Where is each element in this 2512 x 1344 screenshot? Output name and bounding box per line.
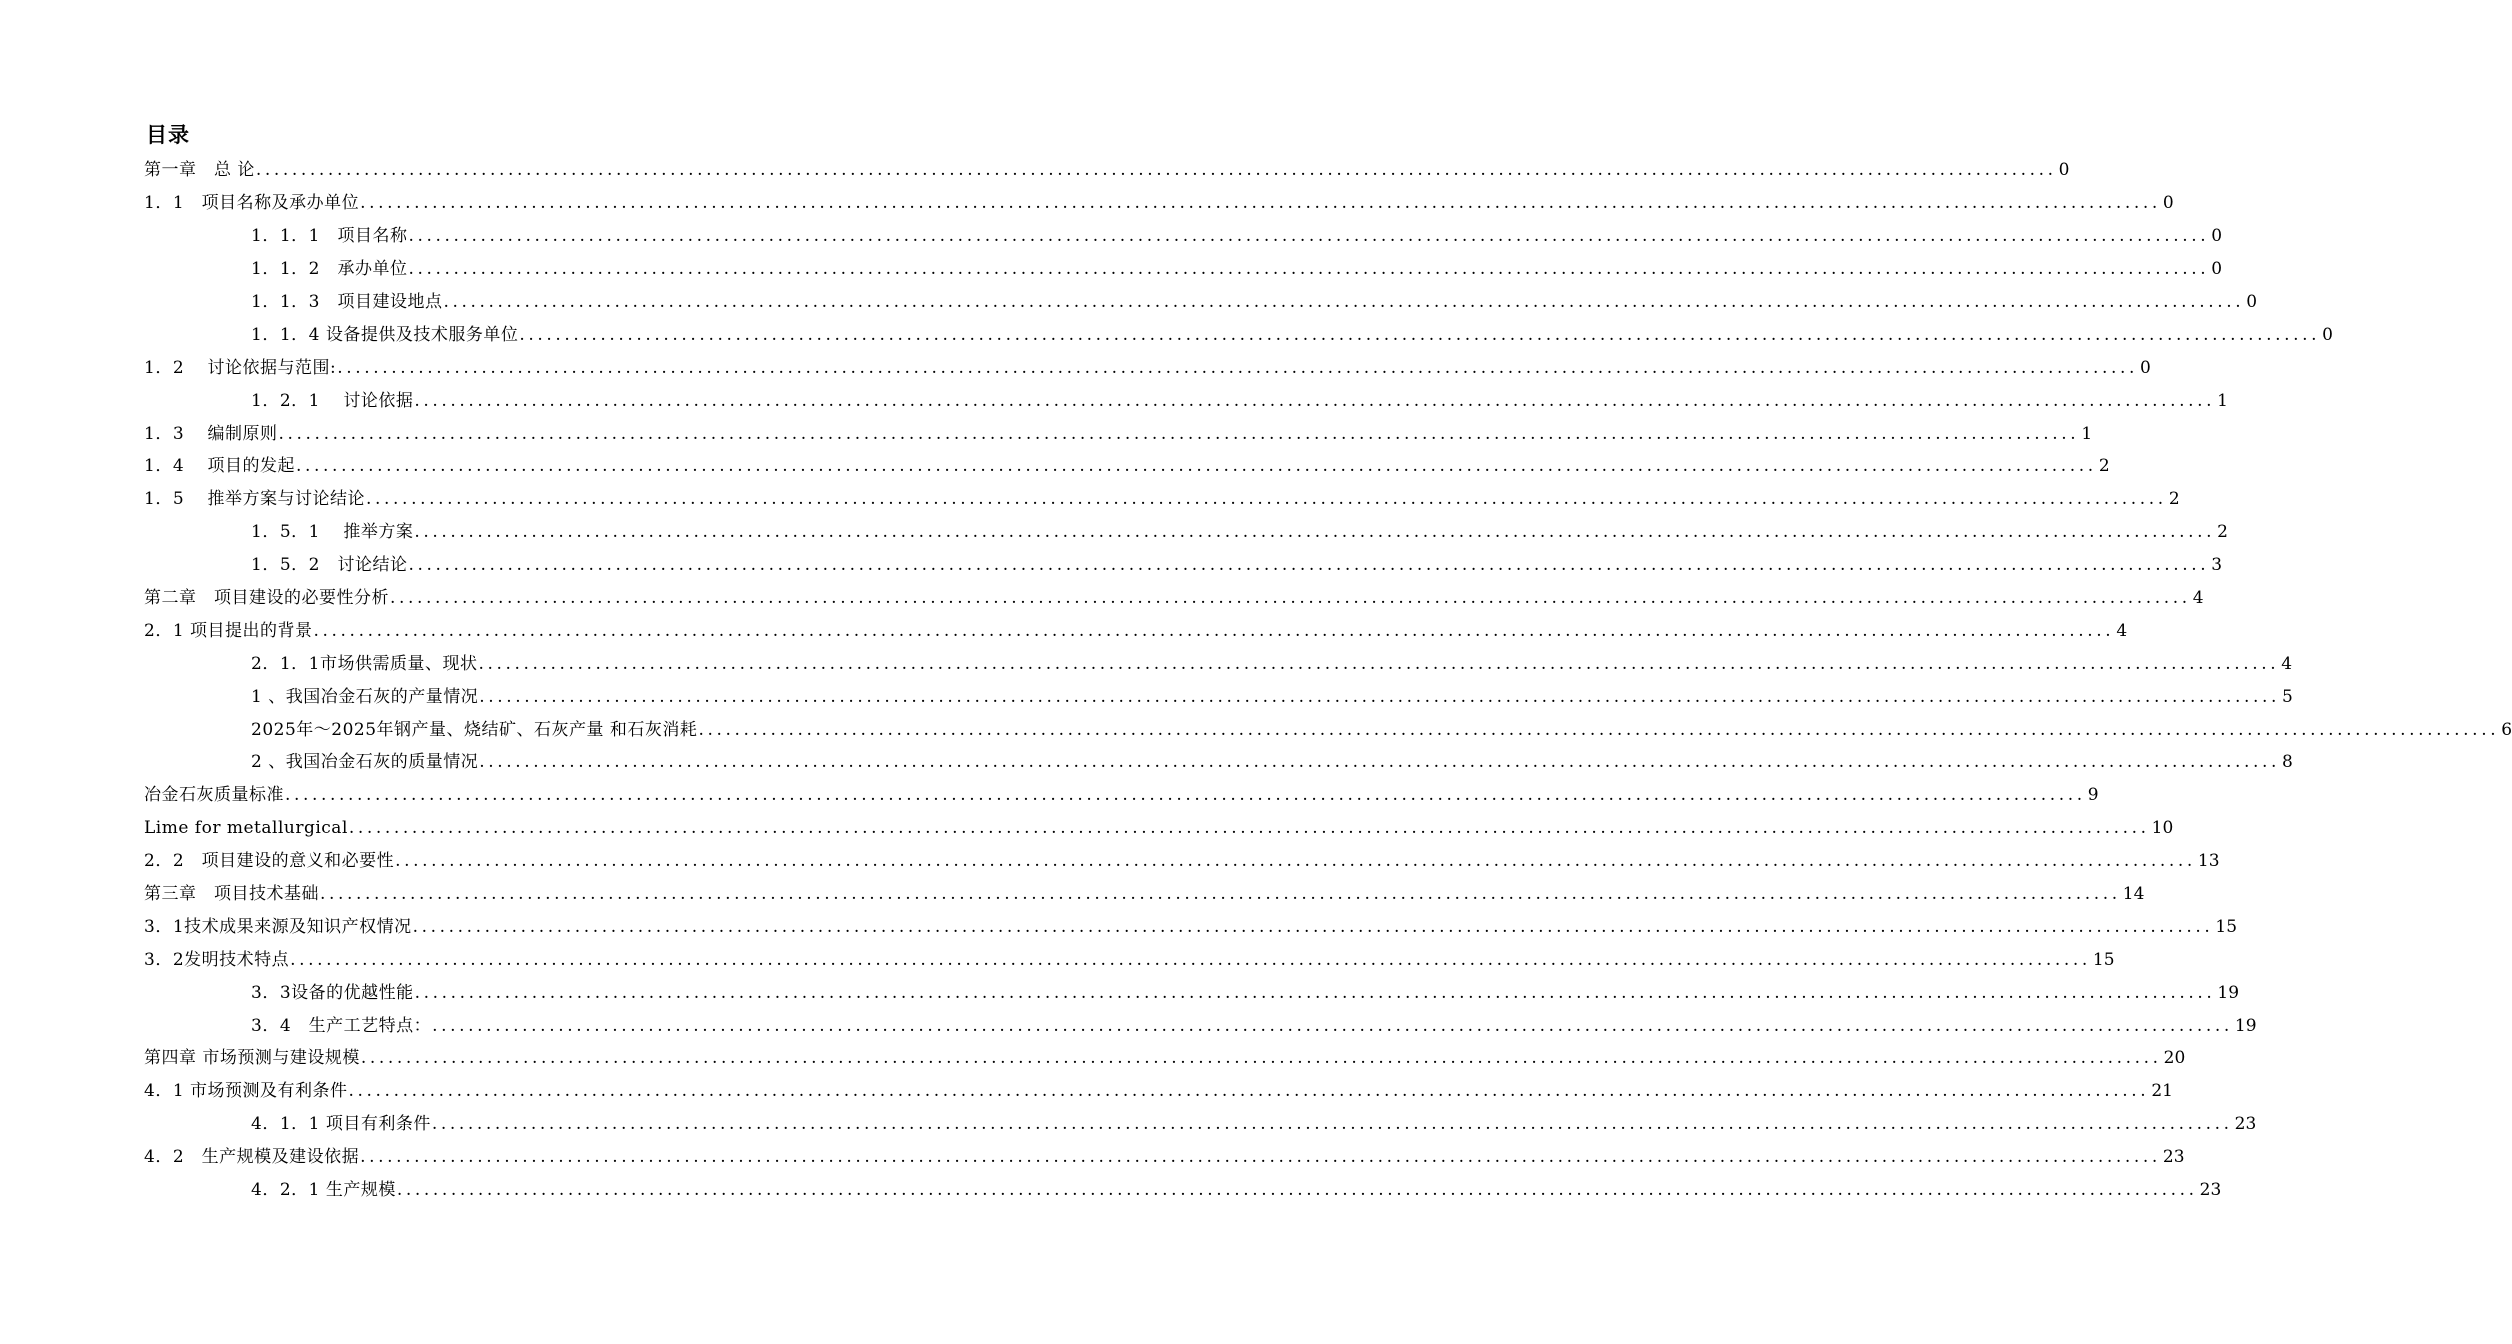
toc-entry-page-number: 4: [2192, 588, 2204, 609]
toc-entry-row: [144, 818, 2174, 839]
toc-dot-leader: ........................................................................................................................................................................................................: [479, 752, 2280, 773]
toc-dot-leader: ........................................................................................................................................................................................................: [366, 489, 2167, 510]
toc-entry[interactable]: [0, 516, 2228, 549]
toc-entry-page-number: 0: [2322, 324, 2333, 345]
toc-entry-text: 1．2．1 讨论依据: [251, 390, 414, 411]
toc-dot-leader: ........................................................................................................................................................................................................: [360, 1048, 2162, 1069]
toc-entry[interactable]: [0, 154, 2070, 187]
toc-entry-row: [251, 390, 2228, 411]
toc-entry-row: [144, 620, 2128, 641]
toc-entry-row: [144, 1048, 2186, 1069]
toc-entry-row: [144, 1081, 2173, 1102]
toc-entry[interactable]: [0, 779, 2099, 812]
toc-entry-text: 4．2 生产规模及建设依据: [144, 1147, 360, 1168]
toc-entry-row: [144, 193, 2174, 214]
toc-dot-leader: ........................................................................................................................................................................................................: [432, 1015, 2233, 1036]
toc-entry-row: [144, 489, 2180, 510]
toc-entry[interactable]: [0, 713, 2512, 746]
toc-entry-page-number: 23: [2162, 1147, 2185, 1168]
toc-dot-leader: ........................................................................................................................................................................................................: [698, 719, 2500, 740]
toc-dot-leader: ........................................................................................................................................................................................................: [408, 259, 2210, 280]
toc-entry-page-number: 0: [2162, 193, 2174, 214]
toc-entry[interactable]: [0, 417, 2093, 450]
toc-dot-leader: ........................................................................................................................................................................................................: [431, 1114, 2233, 1135]
toc-entry[interactable]: [0, 943, 2115, 976]
toc-entry-page-number: 19: [2217, 982, 2240, 1003]
toc-entry-text: 4．2．1 生产规模: [251, 1180, 396, 1201]
toc-entry-row: [251, 555, 2223, 576]
toc-entry[interactable]: [0, 976, 2240, 1009]
toc-entry[interactable]: [0, 1075, 2173, 1108]
toc-entry-page-number: 0: [2246, 292, 2258, 312]
toc-dot-leader: ........................................................................................................................................................................................................: [414, 390, 2216, 411]
toc-dot-leader: ........................................................................................................................................................................................................: [390, 588, 2191, 609]
toc-entry-row: [251, 686, 2293, 707]
toc-dot-leader: ........................................................................................................................................................................................................: [414, 982, 2216, 1003]
toc-entry[interactable]: [0, 253, 2223, 286]
toc-entry-text: 1．5 推举方案与讨论结论: [144, 489, 366, 510]
toc-list: [0, 154, 2512, 1207]
toc-entry-page-number: 13: [2197, 851, 2220, 872]
toc-entry-row: [251, 1114, 2257, 1135]
toc-entry-text: 1．1．3 项目建设地点: [251, 292, 443, 312]
toc-entry[interactable]: [0, 647, 2293, 680]
toc-entry[interactable]: [0, 746, 2293, 779]
toc-entry[interactable]: [0, 318, 2333, 351]
toc-entry-row: [251, 719, 2512, 740]
toc-entry-text: 1 、我国冶金石灰的产量情况: [251, 686, 479, 707]
toc-dot-leader: ........................................................................................................................................................................................................: [408, 555, 2210, 576]
toc-entry-text: 第一章 总 论: [144, 160, 255, 181]
toc-dot-leader: ........................................................................................................................................................................................................: [285, 785, 2086, 806]
toc-entry-page-number: 3: [2211, 555, 2223, 576]
toc-dot-leader: ........................................................................................................................................................................................................: [296, 456, 2097, 477]
toc-entry-text: 1．1 项目名称及承办单位: [144, 193, 360, 214]
toc-entry[interactable]: [0, 878, 2145, 911]
toc-entry-row: [251, 653, 2293, 674]
toc-entry-page-number: 2: [2217, 522, 2228, 543]
toc-entry-text: 3．2发明技术特点: [144, 949, 290, 970]
toc-entry-text: 第三章 项目技术基础: [144, 884, 319, 905]
toc-entry-text: 1．4 项目的发起: [144, 456, 296, 477]
toc-dot-leader: ........................................................................................................................................................................................................: [337, 357, 2139, 378]
toc-entry[interactable]: [0, 1042, 2186, 1075]
toc-entry[interactable]: [0, 483, 2180, 516]
toc-dot-leader: ........................................................................................................................................................................................................: [255, 160, 2057, 181]
toc-entry-text: 2．1 项目提出的背景: [144, 620, 313, 641]
toc-dot-leader: ........................................................................................................................................................................................................: [360, 193, 2161, 214]
toc-entry-page-number: 21: [2151, 1081, 2173, 1102]
toc-entry-row: [251, 1180, 2222, 1201]
toc-entry-text: 3．4 生产工艺特点：: [251, 1015, 432, 1036]
toc-dot-leader: ........................................................................................................................................................................................................: [348, 1081, 2150, 1102]
toc-entry-row: [251, 982, 2240, 1003]
toc-entry-row: [251, 752, 2293, 773]
toc-entry-page-number: 19: [2234, 1015, 2257, 1036]
toc-entry-page-number: 15: [2092, 949, 2115, 970]
toc-entry-page-number: 1: [2081, 423, 2093, 444]
toc-entry-page-number: 0: [2211, 259, 2223, 280]
toc-entry-text: 冶金石灰质量标准: [144, 785, 284, 806]
toc-entry[interactable]: [0, 384, 2228, 417]
toc-entry-page-number: 4: [2116, 620, 2128, 641]
toc-entry-row: [251, 259, 2223, 280]
toc-entry-row: [144, 949, 2115, 970]
toc-dot-leader: ........................................................................................................................................................................................................: [396, 1180, 2198, 1201]
toc-entry[interactable]: [0, 1174, 2222, 1207]
toc-title: 目录: [146, 122, 190, 147]
toc-entry-page-number: 23: [2199, 1180, 2222, 1201]
toc-entry-row: [144, 785, 2099, 806]
toc-entry[interactable]: [0, 187, 2174, 220]
toc-entry-text: 1．5．1 推举方案: [251, 522, 414, 543]
toc-dot-leader: ........................................................................................................................................................................................................: [290, 949, 2091, 970]
toc-entry[interactable]: [0, 614, 2128, 647]
toc-entry-row: [144, 456, 2110, 477]
toc-entry-page-number: 9: [2087, 785, 2099, 806]
toc-entry[interactable]: [0, 1009, 2257, 1042]
toc-entry-row: [251, 292, 2258, 312]
toc-entry-text: 第二章 项目建设的必要性分析: [144, 588, 389, 609]
toc-entry-text: 2025年～2025年钢产量、烧结矿、石灰产量 和石灰消耗: [251, 719, 698, 740]
toc-entry-text: Lime for metallurgical: [144, 818, 348, 839]
toc-entry-text: 3．3设备的优越性能: [251, 982, 414, 1003]
toc-dot-leader: ........................................................................................................................................................................................................: [412, 916, 2214, 937]
toc-entry[interactable]: [0, 812, 2174, 845]
toc-entry-text: 第四章 市场预测与建设规模: [144, 1048, 360, 1069]
toc-entry-page-number: 0: [2211, 226, 2223, 247]
toc-dot-leader: ........................................................................................................................................................................................................: [348, 818, 2150, 839]
toc-dot-leader: ........................................................................................................................................................................................................: [360, 1147, 2161, 1168]
toc-entry-text: 1．1．4 设备提供及技术服务单位: [251, 324, 519, 345]
toc-entry[interactable]: [0, 680, 2293, 713]
toc-entry-page-number: 0: [2058, 160, 2070, 181]
toc-entry-row: [251, 1015, 2257, 1036]
toc-entry-row: [144, 916, 2238, 937]
toc-entry-page-number: 0: [2140, 357, 2151, 378]
toc-entry-text: 1．2 讨论依据与范围:: [144, 357, 337, 378]
toc-entry-page-number: 5: [2282, 686, 2293, 707]
toc-entry-row: [251, 324, 2333, 345]
toc-entry[interactable]: [0, 582, 2204, 615]
toc-dot-leader: ........................................................................................................................................................................................................: [408, 226, 2210, 247]
toc-dot-leader: ........................................................................................................................................................................................................: [519, 324, 2321, 345]
toc-entry[interactable]: [0, 450, 2110, 483]
toc-dot-leader: ........................................................................................................................................................................................................: [479, 686, 2280, 707]
toc-entry-page-number: 2: [2098, 456, 2110, 477]
toc-entry-text: 1．1．2 承办单位: [251, 259, 408, 280]
toc-entry[interactable]: [0, 286, 2258, 319]
toc-entry-row: [144, 1147, 2185, 1168]
toc-entry[interactable]: [0, 351, 2151, 384]
toc-entry-text: 2．1．1市场供需质量、现状: [251, 653, 478, 674]
toc-entry-row: [144, 160, 2070, 181]
toc-entry-row: [144, 851, 2220, 872]
toc-entry-text: 1．1．1 项目名称: [251, 226, 408, 247]
toc-entry-text: 1．3 编制原则: [144, 423, 278, 444]
toc-entry-page-number: 8: [2282, 752, 2293, 773]
toc-entry[interactable]: [0, 549, 2223, 582]
toc-entry-row: [251, 226, 2223, 247]
toc-entry-page-number: 23: [2234, 1114, 2257, 1135]
toc-entry-text: 4．1 市场预测及有利条件: [144, 1081, 348, 1102]
toc-entry[interactable]: [0, 220, 2223, 253]
toc-entry[interactable]: [0, 1108, 2257, 1141]
toc-entry[interactable]: [0, 910, 2238, 943]
toc-dot-leader: ........................................................................................................................................................................................................: [278, 423, 2080, 444]
toc-entry-page-number: 20: [2163, 1048, 2186, 1069]
toc-dot-leader: ........................................................................................................................................................................................................: [443, 292, 2245, 312]
toc-dot-leader: ........................................................................................................................................................................................................: [414, 522, 2216, 543]
toc-entry-page-number: 6: [2501, 719, 2512, 740]
toc-entry-row: [144, 423, 2093, 444]
toc-entry-row: [144, 357, 2151, 378]
toc-dot-leader: ........................................................................................................................................................................................................: [395, 851, 2196, 872]
toc-entry-text: 4．1．1 项目有利条件: [251, 1114, 431, 1135]
toc-entry-page-number: 4: [2281, 653, 2293, 674]
toc-entry-page-number: 15: [2215, 916, 2238, 937]
toc-entry[interactable]: [0, 1141, 2185, 1174]
toc-dot-leader: ........................................................................................................................................................................................................: [313, 620, 2115, 641]
toc-dot-leader: ........................................................................................................................................................................................................: [478, 653, 2280, 674]
toc-entry-text: 2．2 项目建设的意义和必要性: [144, 851, 395, 872]
toc-entry-page-number: 10: [2151, 818, 2174, 839]
toc-entry-row: [144, 588, 2204, 609]
toc-entry[interactable]: [0, 845, 2220, 878]
toc-entry-row: [144, 884, 2145, 905]
toc-dot-leader: ........................................................................................................................................................................................................: [320, 884, 2121, 905]
toc-entry-row: [251, 522, 2228, 543]
toc-entry-page-number: 2: [2168, 489, 2180, 510]
toc-entry-text: 3．1技术成果来源及知识产权情况: [144, 916, 412, 937]
toc-entry-page-number: 1: [2217, 390, 2228, 411]
toc-entry-text: 1．5．2 讨论结论: [251, 555, 408, 576]
toc-entry-page-number: 14: [2122, 884, 2145, 905]
toc-entry-text: 2 、我国冶金石灰的质量情况: [251, 752, 479, 773]
